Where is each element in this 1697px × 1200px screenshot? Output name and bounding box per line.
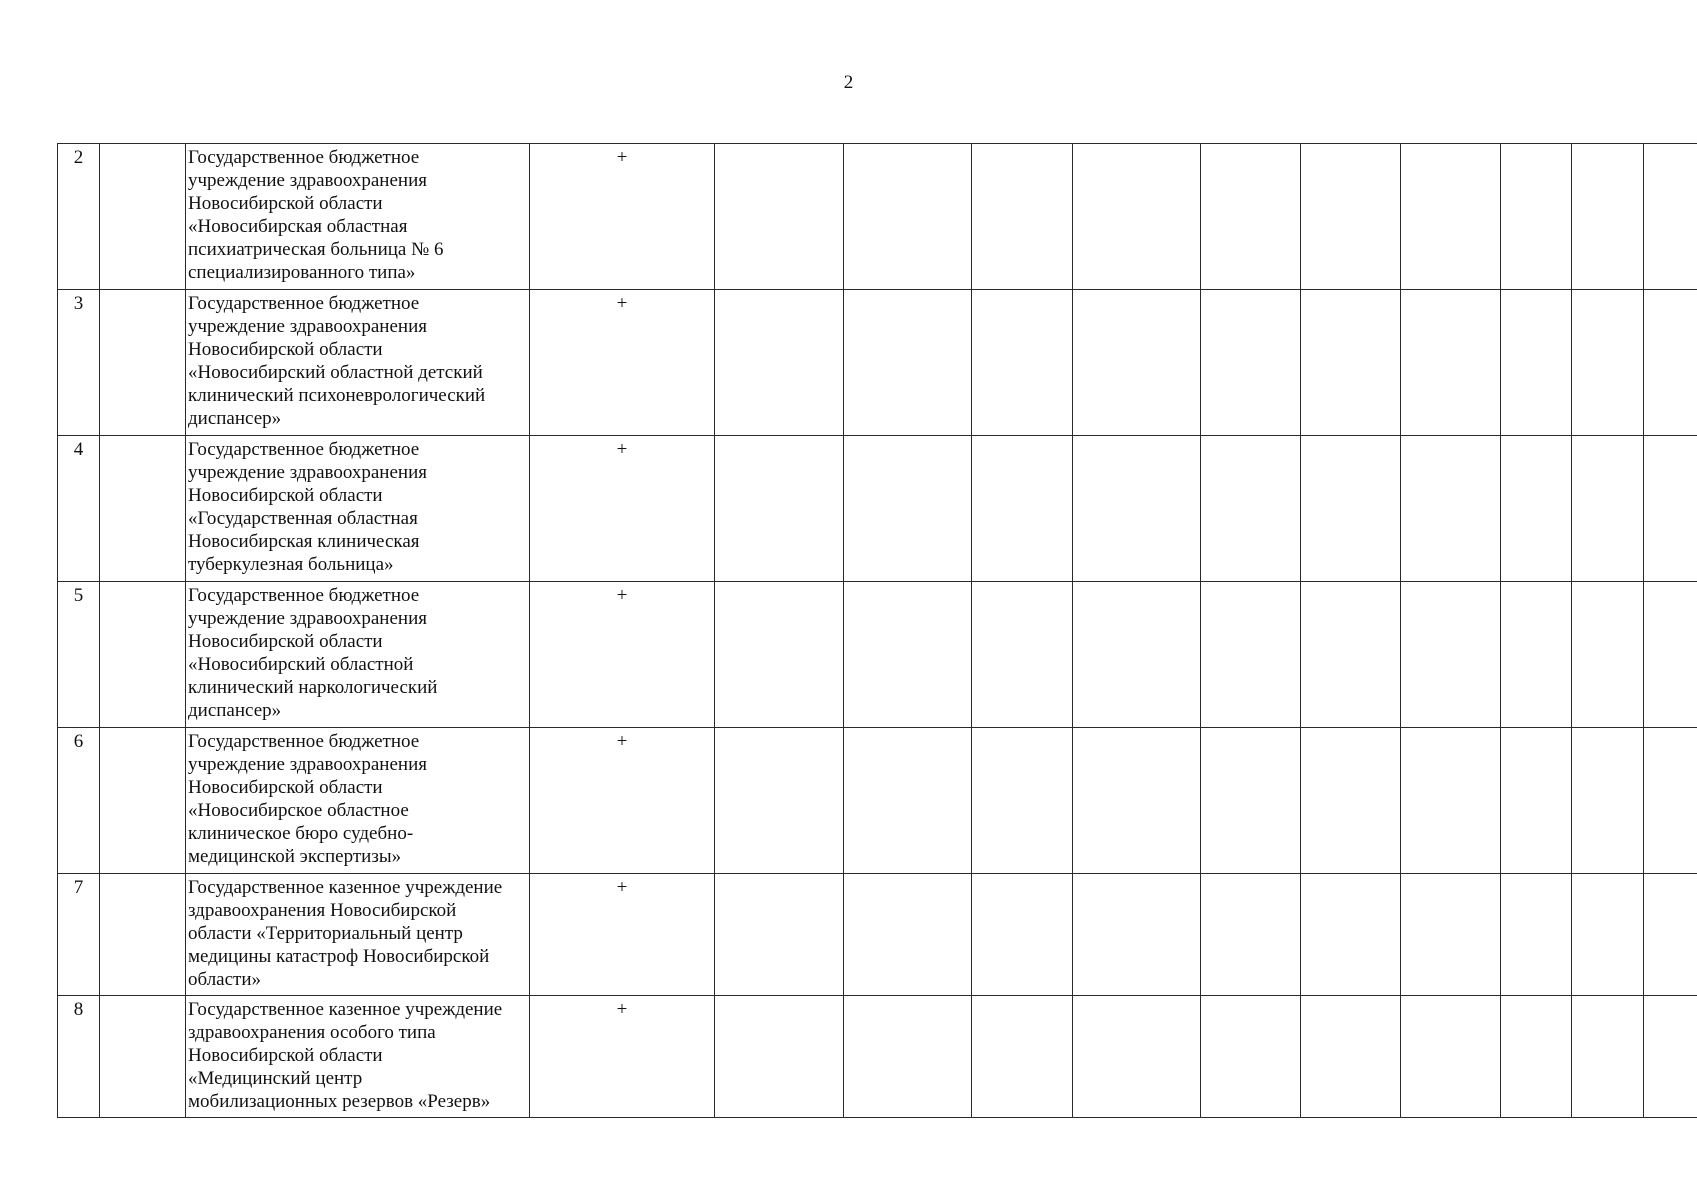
empty-cell	[1301, 728, 1401, 874]
plus-mark-cell: +	[530, 290, 715, 436]
institution-name-line: Государственное бюджетное	[188, 585, 420, 606]
institution-name-line: учреждение здравоохранения	[188, 608, 427, 629]
empty-cell	[1501, 996, 1572, 1118]
institution-name-line: области»	[188, 969, 262, 990]
table-row	[58, 582, 1697, 728]
institution-name-line: клинический психоневрологический	[188, 385, 486, 406]
institution-name-line: медицинской экспертизы»	[188, 846, 402, 867]
plus-mark-cell: +	[530, 582, 715, 728]
empty-cell	[1572, 436, 1644, 582]
empty-cell	[1201, 582, 1301, 728]
empty-cell	[1301, 144, 1401, 290]
empty-cell	[1644, 290, 1697, 436]
institution-name-line: «Новосибирский областной детский	[188, 362, 483, 383]
empty-cell	[100, 290, 186, 436]
empty-cell	[715, 582, 844, 728]
facilities-table	[57, 143, 1697, 1118]
empty-cell	[844, 874, 972, 996]
empty-cell	[1301, 436, 1401, 582]
empty-cell	[1644, 144, 1697, 290]
institution-name-line: Новосибирской области	[188, 631, 383, 652]
page-number: 2	[843, 72, 854, 93]
empty-cell	[1301, 996, 1401, 1118]
empty-cell	[1572, 728, 1644, 874]
empty-cell	[100, 582, 186, 728]
institution-name-cell	[186, 728, 530, 874]
institution-name-line: клинический наркологический	[188, 677, 438, 698]
institution-name-line: здравоохранения Новосибирской	[188, 900, 457, 921]
empty-cell	[972, 874, 1073, 996]
empty-cell	[100, 728, 186, 874]
institution-name-line: специализированного типа»	[188, 262, 416, 283]
empty-cell	[1501, 144, 1572, 290]
empty-cell	[1401, 582, 1501, 728]
empty-cell	[1572, 144, 1644, 290]
empty-cell	[972, 290, 1073, 436]
institution-name-line: Новосибирской области	[188, 777, 383, 798]
empty-cell	[844, 996, 972, 1118]
empty-cell	[1401, 874, 1501, 996]
institution-name-line: учреждение здравоохранения	[188, 754, 427, 775]
empty-cell	[1572, 582, 1644, 728]
empty-cell	[844, 290, 972, 436]
empty-cell	[1201, 728, 1301, 874]
institution-name-line: Новосибирской области	[188, 1045, 383, 1066]
empty-cell	[1644, 996, 1697, 1118]
row-number-cell: 3	[58, 290, 100, 436]
institution-name-line: Государственное казенное учреждение	[188, 999, 503, 1020]
empty-cell	[1073, 582, 1201, 728]
empty-cell	[715, 874, 844, 996]
table-row	[58, 290, 1697, 436]
institution-name-line: Государственное бюджетное	[188, 293, 420, 314]
row-number-cell: 5	[58, 582, 100, 728]
empty-cell	[1073, 144, 1201, 290]
empty-cell	[1644, 728, 1697, 874]
row-number-cell: 4	[58, 436, 100, 582]
empty-cell	[972, 144, 1073, 290]
institution-name-cell	[186, 290, 530, 436]
empty-cell	[1301, 582, 1401, 728]
empty-cell	[1501, 874, 1572, 996]
empty-cell	[844, 436, 972, 582]
empty-cell	[715, 436, 844, 582]
institution-name-line: диспансер»	[188, 700, 282, 721]
institution-name-line: здравоохранения особого типа	[188, 1022, 436, 1043]
institution-name-line: Новосибирской области	[188, 193, 383, 214]
empty-cell	[1073, 436, 1201, 582]
plus-mark-cell: +	[530, 436, 715, 582]
empty-cell	[1301, 874, 1401, 996]
empty-cell	[1401, 290, 1501, 436]
empty-cell	[972, 996, 1073, 1118]
institution-name-line: диспансер»	[188, 408, 282, 429]
empty-cell	[844, 582, 972, 728]
institution-name-cell	[186, 436, 530, 582]
institution-name-line: клиническое бюро судебно-	[188, 823, 414, 844]
institution-name-line: учреждение здравоохранения	[188, 462, 427, 483]
plus-mark-cell: +	[530, 144, 715, 290]
row-number-cell: 8	[58, 996, 100, 1118]
empty-cell	[100, 996, 186, 1118]
empty-cell	[1201, 996, 1301, 1118]
institution-name-line: учреждение здравоохранения	[188, 170, 427, 191]
institution-name-line: Государственное казенное учреждение	[188, 877, 503, 898]
empty-cell	[1201, 436, 1301, 582]
plus-mark-cell: +	[530, 728, 715, 874]
empty-cell	[1073, 996, 1201, 1118]
empty-cell	[100, 144, 186, 290]
empty-cell	[715, 290, 844, 436]
empty-cell	[1501, 728, 1572, 874]
institution-name-line: области «Территориальный центр	[188, 923, 463, 944]
empty-cell	[1073, 728, 1201, 874]
institution-name-cell	[186, 144, 530, 290]
empty-cell	[1401, 144, 1501, 290]
empty-cell	[1644, 582, 1697, 728]
empty-cell	[1301, 290, 1401, 436]
table-row	[58, 874, 1697, 996]
plus-mark-cell: +	[530, 874, 715, 996]
empty-cell	[1572, 996, 1644, 1118]
table-row	[58, 144, 1697, 290]
institution-name-line: Государственное бюджетное	[188, 147, 420, 168]
empty-cell	[100, 874, 186, 996]
empty-cell	[1501, 290, 1572, 436]
table-row	[58, 436, 1697, 582]
empty-cell	[100, 436, 186, 582]
empty-cell	[1501, 436, 1572, 582]
empty-cell	[1644, 436, 1697, 582]
empty-cell	[1401, 996, 1501, 1118]
empty-cell	[1401, 728, 1501, 874]
institution-name-line: «Государственная областная	[188, 508, 418, 529]
institution-name-line: медицины катастроф Новосибирской	[188, 946, 490, 967]
row-number-cell: 2	[58, 144, 100, 290]
plus-mark-cell: +	[530, 996, 715, 1118]
empty-cell	[972, 436, 1073, 582]
empty-cell	[844, 144, 972, 290]
empty-cell	[844, 728, 972, 874]
institution-name-line: «Новосибирское областное	[188, 800, 409, 821]
empty-cell	[972, 582, 1073, 728]
institution-name-line: «Новосибирский областной	[188, 654, 414, 675]
institution-name-cell	[186, 582, 530, 728]
empty-cell	[1201, 874, 1301, 996]
row-number-cell: 6	[58, 728, 100, 874]
empty-cell	[715, 728, 844, 874]
institution-name-line: туберкулезная больница»	[188, 554, 394, 575]
empty-cell	[715, 996, 844, 1118]
empty-cell	[1401, 436, 1501, 582]
institution-name-cell	[186, 874, 530, 996]
institution-name-line: Новосибирской области	[188, 485, 383, 506]
institution-name-line: Государственное бюджетное	[188, 731, 420, 752]
institution-name-line: учреждение здравоохранения	[188, 316, 427, 337]
empty-cell	[972, 728, 1073, 874]
empty-cell	[1073, 874, 1201, 996]
table-row	[58, 728, 1697, 874]
empty-cell	[1501, 582, 1572, 728]
institution-name-line: «Новосибирская областная	[188, 216, 408, 237]
table-row	[58, 996, 1697, 1118]
institution-name-line: психиатрическая больница № 6	[188, 239, 444, 260]
row-number-cell: 7	[58, 874, 100, 996]
empty-cell	[1073, 290, 1201, 436]
empty-cell	[1572, 290, 1644, 436]
institution-name-cell	[186, 996, 530, 1118]
empty-cell	[1201, 290, 1301, 436]
institution-name-line: мобилизационных резервов «Резерв»	[188, 1091, 491, 1112]
empty-cell	[1644, 874, 1697, 996]
empty-cell	[1201, 144, 1301, 290]
empty-cell	[1572, 874, 1644, 996]
institution-name-line: Новосибирской области	[188, 339, 383, 360]
empty-cell	[715, 144, 844, 290]
institution-name-line: Государственное бюджетное	[188, 439, 420, 460]
institution-name-line: Новосибирская клиническая	[188, 531, 420, 552]
table-body	[58, 144, 1697, 1118]
institution-name-line: «Медицинский центр	[188, 1068, 363, 1089]
